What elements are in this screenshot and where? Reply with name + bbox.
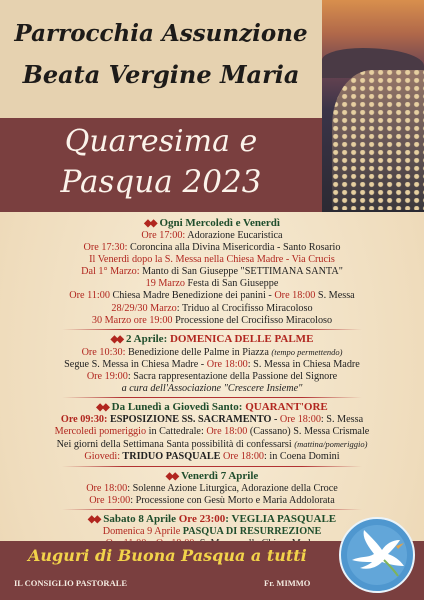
event: in Cattedrale: xyxy=(146,426,207,438)
divider xyxy=(62,466,362,467)
event-title-line2: Pasqua 2023 xyxy=(60,164,262,200)
heading-text: : VEGLIA PASQUALE xyxy=(225,512,337,525)
divider xyxy=(62,397,362,398)
event: Adorazione Eucaristica xyxy=(185,230,283,241)
schedule-line xyxy=(0,242,424,254)
schedule-line xyxy=(0,346,424,359)
event-title-line1: Quaresima e xyxy=(64,124,258,159)
time: Ore 19:00 xyxy=(86,370,128,382)
note: (mattina/pomeriggio) xyxy=(294,439,368,450)
time: Ore 11:00 xyxy=(69,290,110,302)
time: Ore 18:00 xyxy=(86,482,128,494)
event: : S. Messa in Chiesa Madre xyxy=(247,358,360,370)
heading-text: DOMENICA DELLE PALME xyxy=(169,332,314,345)
diamond-icon: ◆◆ xyxy=(96,402,108,414)
time: Ore 17:00: xyxy=(141,230,186,241)
date: 28/29/30 Marzo xyxy=(111,302,177,314)
time: Ore 18:00 xyxy=(274,290,316,302)
diamond-icon: ◆◆ xyxy=(165,470,178,482)
schedule-line xyxy=(0,230,424,242)
schedule-line xyxy=(0,483,424,495)
date: Dal 1° Marzo: xyxy=(81,266,140,278)
section-holy-week xyxy=(0,401,424,466)
diamond-icon: ◆◆ xyxy=(87,513,100,525)
schedule-line xyxy=(0,426,424,438)
event: TRIDUO PASQUALE xyxy=(120,451,223,463)
heading-text: QUARANT'ORE xyxy=(245,401,328,414)
schedule-line xyxy=(0,278,424,290)
section-heading xyxy=(0,333,424,346)
schedule-line xyxy=(0,451,424,463)
heading-date: Da Lunedì a Giovedì Santo: xyxy=(111,401,246,414)
heading-time: Ore 23:00 xyxy=(178,512,226,525)
schedule-line: Il Venerdì dopo la S. Messa nella Chiesa Madre - Via Crucis xyxy=(89,254,335,266)
diamond-icon: ◆◆ xyxy=(144,218,156,229)
heading-date: 2 Aprile: xyxy=(125,332,170,345)
event: : Triduo al Crocifisso Miracoloso xyxy=(176,302,313,314)
event: Processione del Crocifisso Miracoloso xyxy=(172,314,333,326)
event: : Processione con Gesù Morto e Maria Addolorata xyxy=(130,494,335,506)
time: Ore 18:00 xyxy=(206,358,248,370)
heading-text: Venerdì 7 Aprile xyxy=(181,469,259,482)
event: Benedizione delle Palme in Piazza xyxy=(125,346,272,358)
event: (Cassano) S. Messa Crismale xyxy=(247,426,370,438)
event: Coroncina alla Divina Misericordia - Santo Rosario xyxy=(127,242,341,254)
time: Ore 18:00 xyxy=(223,451,265,463)
date: Giovedì: xyxy=(84,451,121,463)
schedule-line xyxy=(0,414,424,426)
time: Ore 17:30: xyxy=(83,242,128,254)
event: Nei giorni della Settimana Santa possibilità di confessarsi xyxy=(56,439,295,451)
parish-name-line2: Beata Vergine Maria xyxy=(22,60,300,89)
easter-greeting: Auguri di Buona Pasqua a tutti xyxy=(28,546,307,565)
date: Mercoledì pomeriggio xyxy=(54,426,147,438)
section-heading xyxy=(0,217,424,230)
section-heading xyxy=(0,401,424,414)
date: 19 Marzo xyxy=(145,278,185,290)
event: Segue S. Messa in Chiesa Madre - xyxy=(64,358,207,370)
date: Domenica 9 Aprile xyxy=(102,525,181,537)
event: : Solenne Azione Liturgica, Adorazione della Croce xyxy=(127,482,338,494)
section-wednesday-friday xyxy=(0,217,424,330)
event: : S. Messa xyxy=(320,414,364,426)
time: Ore 19:00 xyxy=(89,494,131,506)
section-palm-sunday xyxy=(0,333,424,398)
date: 30 Marzo ore 19:00 xyxy=(91,314,173,326)
heading-text: Ogni Mercoledì e Venerdì xyxy=(159,217,280,229)
event: ESPOSIZIONE SS. SACRAMENTO - xyxy=(107,414,280,426)
schedule-line xyxy=(0,303,424,315)
divider xyxy=(62,329,362,330)
schedule-line xyxy=(0,266,424,278)
event: : Sacra rappresentazione della Passione del Signore xyxy=(127,370,338,382)
event: PASQUA DI RESURREZIONE xyxy=(180,525,322,537)
schedule-line: a cura dell'Associazione "Crescere Insieme" xyxy=(121,383,303,395)
event: Chiesa Madre Benedizione dei panini - xyxy=(109,290,275,302)
time: Ore 18:00 xyxy=(279,414,321,426)
time: Ore 09:30: xyxy=(60,414,108,426)
priest-signature: Fr. MIMMO xyxy=(264,578,311,588)
schedule-line xyxy=(0,290,424,302)
event: Manto di San Giuseppe "SETTIMANA SANTA" xyxy=(139,266,343,278)
section-good-friday xyxy=(0,470,424,510)
event: Festa di San Giuseppe xyxy=(184,278,279,290)
diamond-icon: ◆◆ xyxy=(110,333,122,345)
schedule-line xyxy=(0,359,424,371)
time: Ore 18:00 xyxy=(206,426,248,438)
parish-name-line1: Parrocchia Assunzione xyxy=(14,20,308,47)
schedule xyxy=(0,214,424,540)
schedule-line xyxy=(0,371,424,383)
event: S. Messa xyxy=(315,290,355,302)
pastoral-council: IL CONSIGLIO PASTORALE xyxy=(14,578,128,588)
schedule-line xyxy=(0,438,424,451)
heading-date: Sabato 8 Aprile xyxy=(103,512,179,525)
section-heading xyxy=(0,470,424,483)
event: : in Coena Domini xyxy=(264,451,340,463)
schedule-line xyxy=(0,315,424,327)
dove-icon xyxy=(338,516,416,594)
schedule-line xyxy=(0,495,424,507)
note: (tempo permettendo) xyxy=(271,346,343,357)
town-photo xyxy=(322,0,424,212)
divider xyxy=(62,509,362,510)
time: Ore 10:30: xyxy=(81,346,126,358)
photo-town xyxy=(332,70,424,210)
